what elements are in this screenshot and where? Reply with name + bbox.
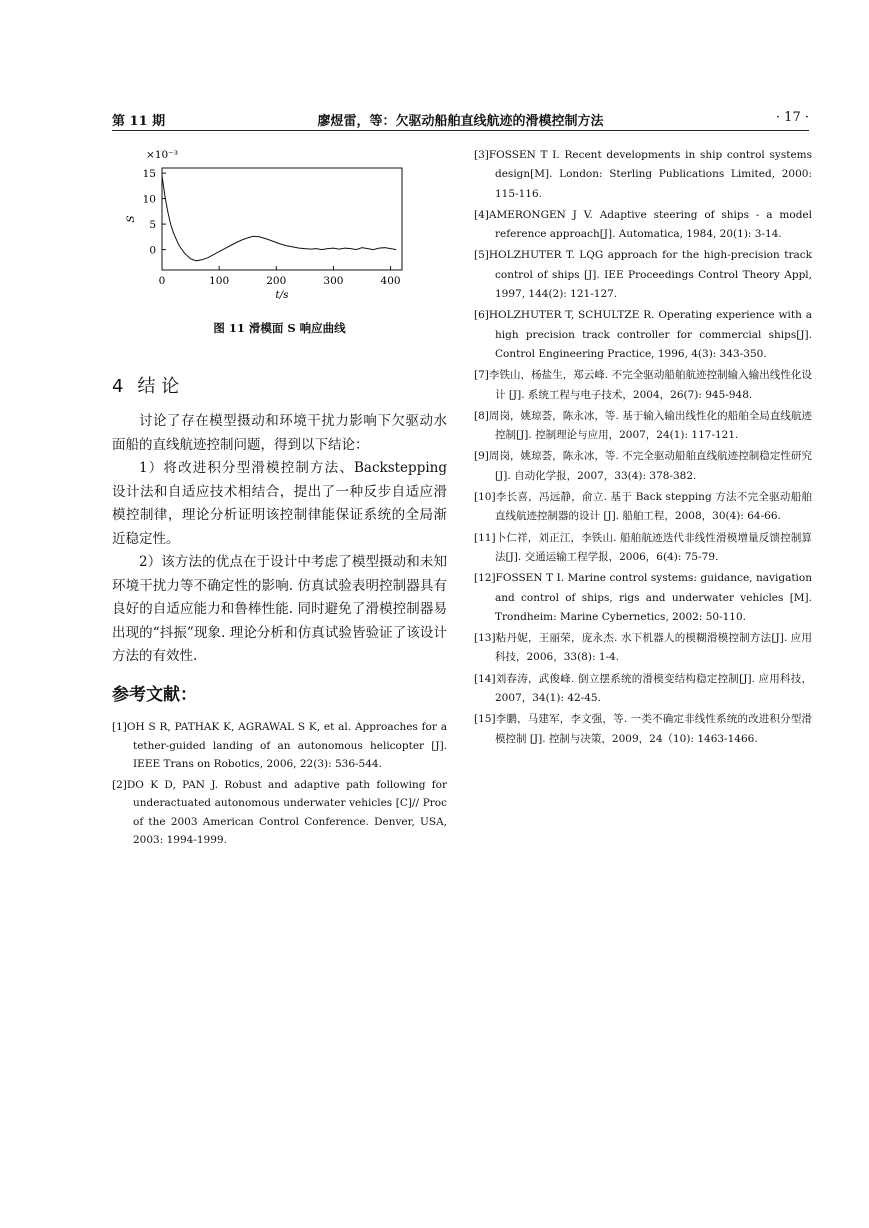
header-rule xyxy=(112,130,809,131)
section-heading xyxy=(112,372,193,398)
reference-item: [5]HOLZHUTER T. LQG approach for the high-precision track control of ships [J]. IEE Proceedings Control Theory Appl, 1997, 144(2): 121-127. xyxy=(474,249,812,301)
reference-item: [12]FOSSEN T I. Marine control systems: guidance, navigation and control of ships, rigs and underwater vehicles [M]. Trondheim: Marine Cybernetics, 2002: 50-110. xyxy=(474,572,812,623)
y-tick-label: 0 xyxy=(149,244,156,257)
y-tick-label: 10 xyxy=(142,193,156,206)
x-tick-label: 400 xyxy=(380,275,401,287)
reference-item: [2]DO K D, PAN J. Robust and adaptive path following for underactuated autonomous underwater vehicles [C]// Proc of the 2003 American Control Conference. Denver, USA, 2003: 1994-1999. xyxy=(112,778,447,846)
figure-11 xyxy=(112,140,447,335)
y-multiplier: ×10⁻³ xyxy=(146,149,178,161)
x-tick-label: 0 xyxy=(158,275,166,287)
reference-item: [6]HOLZHUTER T, SCHULTZE R. Operating experience with a high precision track controller for commercial ships[J]. Control Engineering Practice, 1996, 4(3): 343-350. xyxy=(474,309,812,360)
conclusion-body xyxy=(112,410,447,669)
paragraph: 2）该方法的优点在于设计中考虑了模型摄动和未知环境干扰力等不确定性的影响. 仿真试验表明控制器具有良好的自适应能力和鲁棒性能. 同时避免了滑模控制器易出现的“抖振”现象. 理论分析和仿真试验皆验证了该设计方法的有效性. xyxy=(112,554,447,664)
sliding-surface-chart xyxy=(112,140,447,315)
x-tick-label: 300 xyxy=(323,275,344,287)
y-tick-label: 15 xyxy=(142,168,156,181)
section-number: 4 xyxy=(112,376,124,397)
reference-item: [1]OH S R, PATHAK K, AGRAWAL S K, et al. Approaches for a tether-guided landing of an autonomous helicopter [J]. IEEE Trans on Robotics, 2006, 22(3): 536-544. xyxy=(112,721,447,770)
reference-item: [8]周岗，姚琼荟，陈永冰，等. 基于输入输出线性化的船舶全局直线航迹控制[J]. 控制理论与应用，2007，24(1): 117-121. xyxy=(474,409,812,442)
x-axis-label: t/s xyxy=(275,289,289,301)
y-tick-label: 5 xyxy=(149,219,156,232)
series-line xyxy=(162,176,396,261)
reference-item: [7]李铁山，杨盐生，郑云峰. 不完全驱动船舶航迹控制输入输出线性化设计 [J]. 系统工程与电子技术，2004，26(7): 945-948. xyxy=(474,369,812,401)
running-title: 廖煜雷，等：欠驱动船舶直线航迹的滑模控制方法 xyxy=(317,114,604,129)
reference-item: [3]FOSSEN T I. Recent developments in ship control systems design[M]. London: Sterling Publications Limited, 2000: 115-116. xyxy=(474,149,812,200)
page-number: · 17 · xyxy=(775,110,809,125)
plot-frame xyxy=(162,168,402,270)
references-heading: 参考文献： xyxy=(112,685,197,705)
page-header xyxy=(112,110,809,130)
x-tick-label: 200 xyxy=(266,275,287,287)
references-list-right xyxy=(474,146,812,751)
reference-item: [4]AMERONGEN J V. Adaptive steering of ships - a model reference approach[J]. Automatica, 1984, 20(1): 3-14. xyxy=(474,208,812,241)
paragraph: 1）将改进积分型滑模控制方法、Backstepping 设计法和自适应技术相结合，提出了一种反步自适应滑模控制律，理论分析证明该控制律能保证系统的全局渐近稳定性。 xyxy=(112,460,447,547)
section-title: 结 论 xyxy=(137,376,180,397)
reference-item: [10]李长喜，冯远静，俞立. 基于 Back stepping 方法不完全驱动船舶直线航迹控制器的设计 [J]. 船舶工程，2008，30(4): 64-66. xyxy=(474,491,812,523)
y-axis-label: S xyxy=(125,215,137,223)
paragraph: 讨论了存在模型摄动和环境干扰力影响下欠驱动水面船的直线航迹控制问题，得到以下结论： xyxy=(112,413,447,453)
left-column xyxy=(112,140,447,846)
reference-item: [14]刘春涛，武俊峰. 倒立摆系统的滑模变结构稳定控制[J]. 应用科技，2007，34(1): 42-45. xyxy=(474,672,812,705)
reference-item: [11]卜仁祥，刘正江，李铁山. 船舶航迹迭代非线性滑模增量反馈控制算法[J]. 交通运输工程学报，2006，6(4): 75-79. xyxy=(474,531,812,563)
references-list-left xyxy=(112,718,447,852)
reference-item: [13]粘丹妮，王丽荣，庞永杰. 水下机器人的模糊滑模控制方法[J]. 应用科技，2006，33(8): 1-4. xyxy=(474,632,812,664)
reference-item: [9]周岗，姚琼荟，陈永冰，等. 不完全驱动船舶直线航迹控制稳定性研究[J]. 自动化学报，2007，33(4): 378-382. xyxy=(474,450,812,482)
x-tick-label: 100 xyxy=(209,275,230,287)
reference-item: [15]李鹏，马建军，李文强，等. 一类不确定非线性系统的改进积分型滑模控制 [J]. 控制与决策，2009，24（10): 1463-1466. xyxy=(474,713,812,745)
figure-caption: 图 11 滑模面 S 响应曲线 xyxy=(213,321,346,335)
issue-number: 第 11 期 xyxy=(112,114,166,129)
